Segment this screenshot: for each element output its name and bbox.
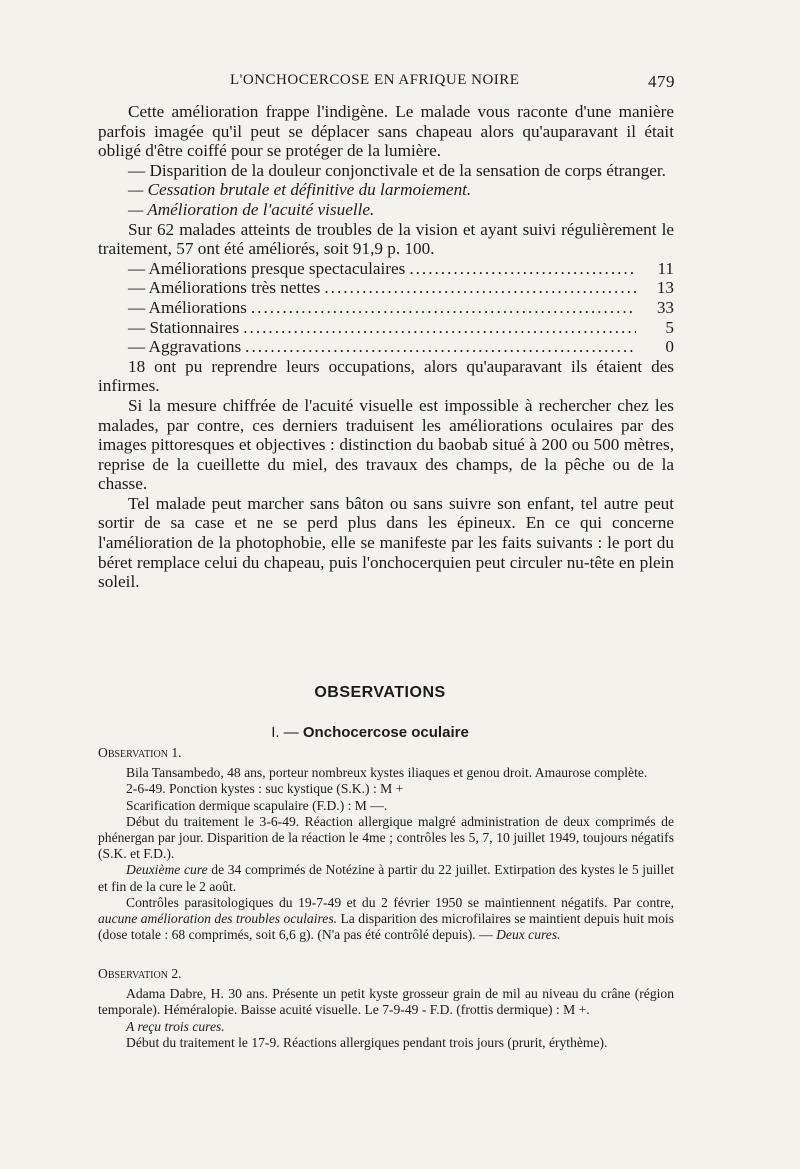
paragraph: Sur 62 malades atteints de troubles de la vision et ayant suivi régulièrement le traitement, 57 ont été améliorés, soit 91,9 p. 100. <box>98 219 674 259</box>
observation-heading: Observation 1. <box>98 745 182 760</box>
leader-dots <box>324 278 636 298</box>
observation-line <box>98 895 674 944</box>
leader-dots <box>251 298 636 318</box>
subsection-name: Onchocercose oculaire <box>302 724 469 741</box>
observation-line: Scarification dermique scapulaire (F.D.) : M —. <box>126 797 388 813</box>
list-value: 13 <box>656 278 674 298</box>
subsection-number: I. — <box>271 724 299 741</box>
running-title: L'ONCHOCERCOSE EN AFRIQUE NOIRE <box>230 72 520 88</box>
list-item <box>98 337 674 357</box>
list-value: 0 <box>665 337 674 357</box>
paragraph: Tel malade peut marcher sans bâton ou sans suivre son enfant, tel autre peut sortir de sa case et ne se perd plus dans les épineux. En ce qui concerne l'amélioration de la photophobie, elle se manifeste par les faits suivants : le port du béret remplace celui du chapeau, puis l'onchocerquien peut circuler nu-tête en plein soleil. <box>98 493 674 592</box>
list-label: — Améliorations <box>128 297 247 317</box>
observation-heading: Observation 2. <box>98 966 182 981</box>
italic-text: Deuxième cure <box>126 862 208 878</box>
results-list <box>98 259 674 357</box>
list-value: 5 <box>665 317 674 337</box>
paragraph: 18 ont pu reprendre leurs occupations, alors qu'auparavant ils étaient des infirmes. <box>98 356 674 396</box>
observation-line <box>98 862 674 894</box>
list-label: — Stationnaires <box>128 317 240 337</box>
list-item <box>98 259 674 279</box>
paragraph: — Disparition de la douleur conjonctivale et de la sensation de corps étranger. <box>128 160 666 180</box>
list-value: 11 <box>657 258 674 278</box>
text-span: de 34 comprimés de Notézine à partir du 22 juillet. Extirpation des kystes le 5 juillet et fin de la cure le 2 août. <box>98 862 675 894</box>
italic-text: aucune amélioration des troubles oculaires. <box>98 911 338 927</box>
list-item <box>98 298 674 318</box>
subsection-title <box>0 724 740 741</box>
text-span: Contrôles parasitologiques du 19-7-49 et du 2 février 1950 se maintiennent négatifs. Par contre, <box>126 894 674 910</box>
observation-2 <box>98 966 674 1051</box>
observation-line: Bila Tansambedo, 48 ans, porteur nombreux kystes iliaques et genou droit. Amaurose complète. <box>126 765 648 781</box>
paragraph: Cette amélioration frappe l'indigène. Le malade vous raconte d'une manière parfois imagée qu'il peut se déplacer sans chapeau alors qu'auparavant il était obligé d'être coiffé pour se protéger de la lumière. <box>98 102 674 161</box>
page-number: 479 <box>648 72 675 91</box>
leader-dots <box>409 259 636 279</box>
list-label: — Améliorations très nettes <box>128 278 321 298</box>
main-text <box>98 102 674 592</box>
list-value: 33 <box>656 297 674 317</box>
observation-line: Début du traitement le 3-6-49. Réaction allergique malgré administration de deux comprimés de phénergan par jour. Disparition de la réaction le 4me ; contrôles les 5, 7, 10 juillet 1949, toujours négatifs (S.K. et F.D.). <box>98 813 674 862</box>
italic-text: Deux cures. <box>496 927 561 943</box>
list-label: — Aggravations <box>128 337 242 357</box>
observation-1 <box>98 745 674 943</box>
observation-line: A reçu trois cures. <box>126 1018 225 1034</box>
leader-dots <box>245 337 636 357</box>
list-item <box>98 278 674 298</box>
paragraph: — Cessation brutale et définitive du larmoiement. <box>128 180 472 200</box>
list-label: — Améliorations presque spectaculaires <box>128 258 406 278</box>
leader-dots <box>243 318 636 338</box>
running-header <box>230 72 675 89</box>
section-title: OBSERVATIONS <box>314 684 446 701</box>
paragraph: — Amélioration de l'acuité visuelle. <box>128 199 375 219</box>
observation-line: Début du traitement le 17-9. Réactions allergiques pendant trois jours (prurit, érythème). <box>126 1034 608 1050</box>
text-span: La disparition des microfilaires se maintient depuis huit mois (dose totale : 68 comprimés, soit 6,6 g). (N'a pas été contrôlé depuis). — <box>98 911 674 943</box>
observation-line: Adama Dabre, H. 30 ans. Présente un petit kyste grosseur grain de mil au niveau du crâne (région temporale). Héméralopie. Baisse acuité visuelle. Le 7-9-49 - F.D. (frottis dermique) : M +. <box>98 986 674 1018</box>
list-item <box>98 318 674 338</box>
observation-line: 2-6-49. Ponction kystes : suc kystique (S.K.) : M + <box>126 781 404 797</box>
paragraph: Si la mesure chiffrée de l'acuité visuelle est impossible à rechercher chez les malades, par contre, ces derniers traduisent les améliorations oculaires par des images pittoresques et objectives : distinction du baobab situé à 200 ou 500 mètres, reprise de la cueillette du miel, des travaux des champs, de la pêche ou de la chasse. <box>98 395 674 494</box>
